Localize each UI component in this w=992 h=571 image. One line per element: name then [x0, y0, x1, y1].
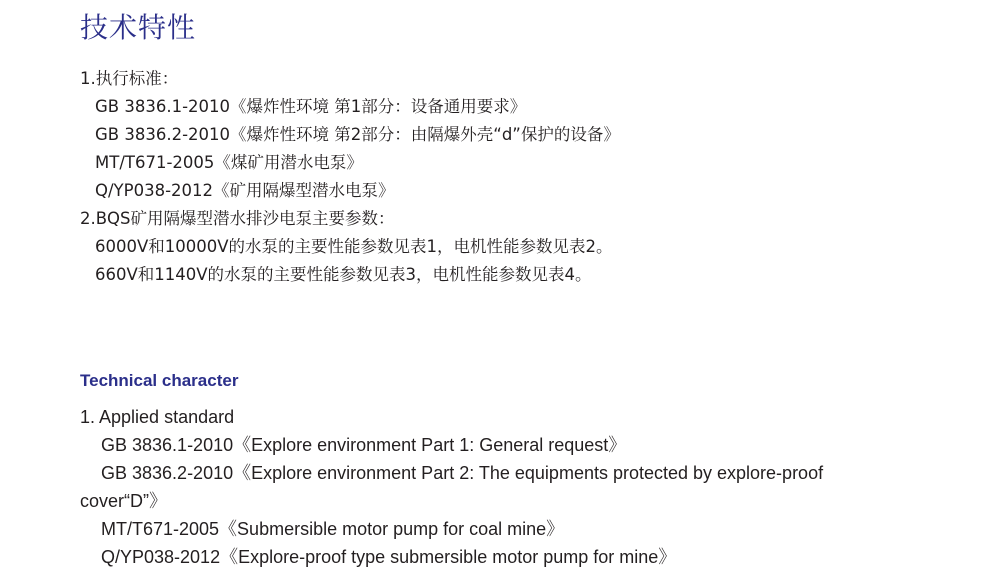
en-standard-item: GB 3836.2-2010《Explore environment Part 2: The equipments protected by explore-proof — [101, 463, 824, 483]
cn-standard-item: GB 3836.2-2010《爆炸性环境 第2部分：由隔爆外壳“d”保护的设备》 — [95, 125, 620, 144]
english-spec-list — [80, 403, 960, 571]
cn-parameter-note: 6000V和10000V的水泵的主要性能参数见表1，电机性能参数见表2。 — [95, 237, 613, 256]
cn-heading-parameters: 2.BQS矿用隔爆型潜水排沙电泵主要参数： — [80, 209, 395, 228]
cn-heading-standards: 1.执行标准： — [80, 69, 179, 88]
en-standard-item-continuation: cover“D”》 — [80, 491, 168, 511]
chinese-section-title: 技术特性 — [80, 11, 197, 44]
chinese-spec-list — [80, 65, 620, 289]
en-standard-item: MT/T671-2005《Submersible motor pump for coal mine》 — [101, 519, 565, 539]
cn-standard-item: MT/T671-2005《煤矿用潜水电泵》 — [95, 153, 363, 172]
cn-standard-item: Q/YP038-2012《矿用隔爆型潜水电泵》 — [95, 181, 395, 200]
cn-standard-item: GB 3836.1-2010《爆炸性环境 第1部分：设备通用要求》 — [95, 97, 527, 116]
en-heading-standards: 1. Applied standard — [80, 407, 235, 427]
en-standard-item: Q/YP038-2012《Explore-proof type submersible motor pump for mine》 — [101, 547, 677, 567]
en-standard-item: GB 3836.1-2010《Explore environment Part 1: General request》 — [101, 435, 627, 455]
cn-parameter-note: 660V和1140V的水泵的主要性能参数见表3，电机性能参数见表4。 — [95, 265, 592, 284]
english-section-title: Technical character — [80, 371, 239, 390]
